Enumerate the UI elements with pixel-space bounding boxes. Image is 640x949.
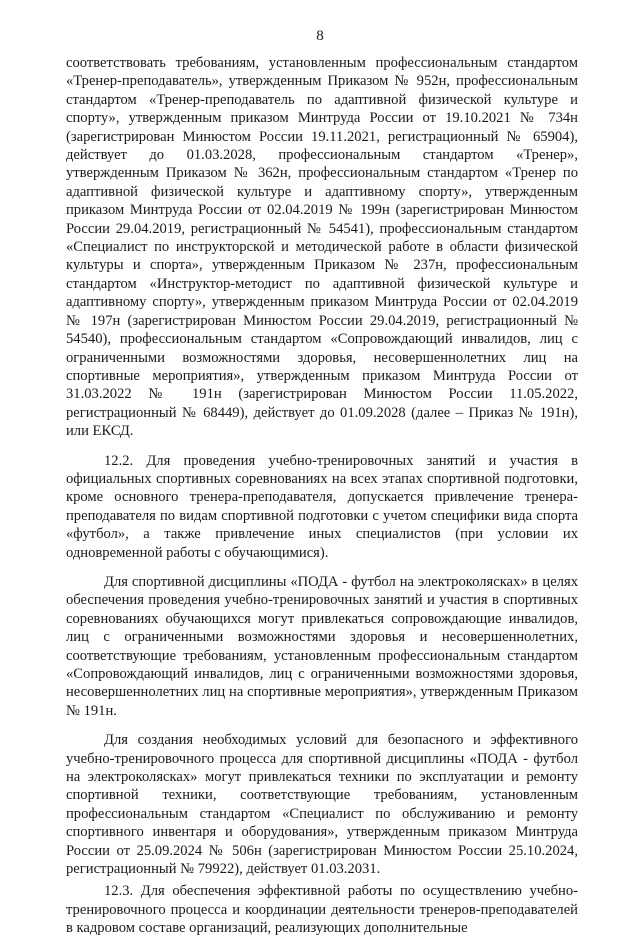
paragraph-poda-escorts: Для спортивной дисциплины «ПОДА - футбол на электроколясках» в целях обеспечения проведения учебно-тренировочных занятий и участия в спортивных соревнованиях обучающихся могут привлекаться сопровождающие инвалидов, лиц с ограниченными возможностями здоровья и несовершеннолетних, соответствующие требованиям, установленным профессиональным стандартом «Сопровождающий инвалидов, лиц с ограниченными возможностями здоровья, несовершеннолетних лиц на спортивные мероприятия», утвержденным Приказом № 191н. — [66, 573, 578, 719]
paragraph-qualification-standards: соответствовать требованиям, установленным профессиональным стандартом «Тренер-преподаватель», утвержденным Приказом № 952н, профессиональным стандартом «Тренер-преподаватель по адаптивной физической культуре и спорту», утвержденным приказом Минтруда России от 19.10.2021 № 734н (зарегистрирован Минюстом России 19.11.2021, регистрационный № 65904), действует до 01.03.2028, профессиональным стандартом «Тренер», утвержденным Приказом № 362н, профессиональным стандартом «Тренер по адаптивной физической культуре и адаптивному спорту», утвержденным приказом Минтруда России от 02.04.2019 № 199н (зарегистрирован Минюстом России 29.04.2019, регистрационный № 54541), профессиональным стандартом «Специалист по инструкторской и методической работе в области физической культуры и спорта», утвержденным Приказом № 237н, профессиональным стандартом «Инструктор-методист по адаптивной физической культуре и адаптивному спорту», утвержденным приказом Минтруда России от 02.04.2019 № 197н (зарегистрирован Минюстом России 29.04.2019, регистрационный № 54540), профессиональным стандартом «Сопровождающий инвалидов, лиц с ограниченными возможностями здоровья, несовершеннолетних лиц на спортивные мероприятия», утвержденным приказом Минтруда России от 31.03.2022 № 191н (зарегистрирован Минюстом России 11.05.2022, регистрационный № 68449), действует до 01.09.2028 (далее – Приказ № 191н), или ЕКСД. — [66, 55, 578, 440]
paragraph-poda-technicians: Для создания необходимых условий для безопасного и эффективного учебно-тренировочного процесса для спортивной дисциплины «ПОДА - футбол на электроколясках» могут привлекаться техники по эксплуатации и ремонту спортивной техники, соответствующие требованиям, установленным профессиональным стандартом «Специалист по обслуживанию и ремонту спортивного инвентаря и оборудования», утвержденным приказом Минтруда России от 25.09.2024 № 506н (зарегистрирован Минюстом России 25.10.2024, регистрационный № 79922), действует 01.03.2031. — [66, 732, 578, 878]
paragraph-12-2: 12.2. Для проведения учебно-тренировочных занятий и участия в официальных спортивных соревнованиях на всех этапах спортивной подготовки, кроме основного тренера-преподавателя, допускается привлечение тренера-преподавателя по видам спортивной подготовки с учетом специфики вида спорта «футбол», а также привлечение иных специалистов (при условии их одновременной работы с обучающимися). — [66, 452, 578, 561]
document-body — [66, 54, 578, 949]
page-number: 8 — [316, 28, 324, 44]
paragraph-12-3: 12.3. Для обеспечения эффективной работы по осуществлению учебно-тренировочного процесса и координации деятельности тренеров-преподавателей в кадровом составе организаций, реализующих дополнительные — [66, 883, 578, 937]
